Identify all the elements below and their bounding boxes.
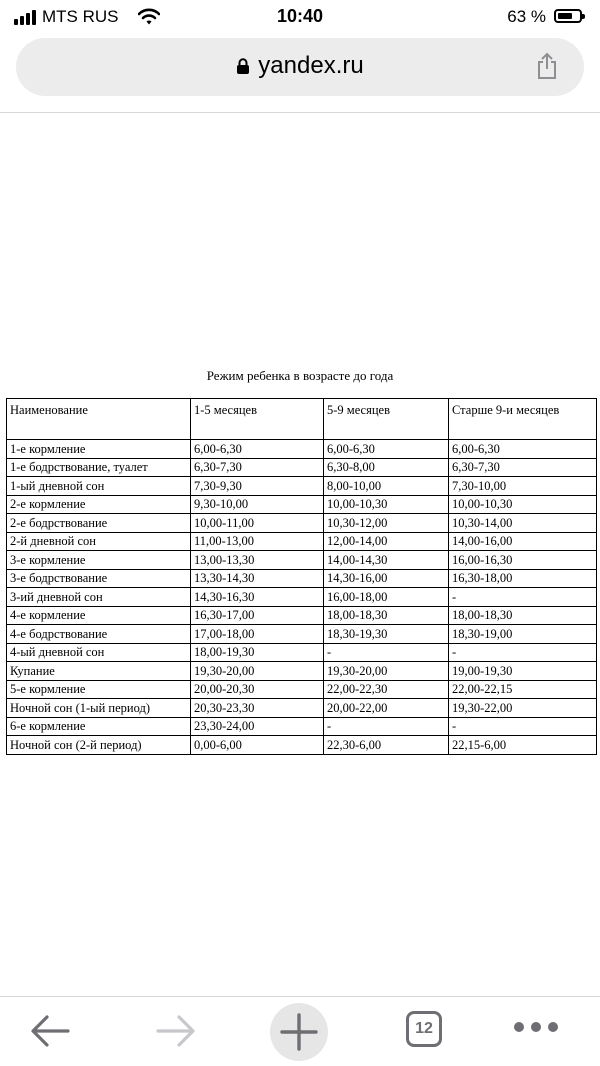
time-range-cell: 22,30-6,00 — [324, 736, 449, 755]
time-range-cell: 20,30-23,30 — [191, 699, 324, 718]
activity-name-cell: 1-е кормление — [7, 440, 191, 459]
document-title: Режим ребенка в возрасте до года — [206, 368, 394, 383]
time-range-cell: 6,30-8,00 — [324, 458, 449, 477]
time-range-cell: 7,30-9,30 — [191, 477, 324, 496]
time-range-cell: 16,30-17,00 — [191, 606, 324, 625]
time-range-cell: 13,30-14,30 — [191, 569, 324, 588]
time-range-cell: 10,00-10,30 — [449, 495, 597, 514]
table-row — [7, 643, 597, 662]
table-header-row — [7, 399, 597, 440]
time-range-cell: 14,30-16,00 — [324, 569, 449, 588]
table-row — [7, 717, 597, 736]
time-range-cell: 6,30-7,30 — [191, 458, 324, 477]
activity-name-cell: 3-ий дневной сон — [7, 588, 191, 607]
time-range-cell: 11,00-13,00 — [191, 532, 324, 551]
plus-icon — [270, 1003, 328, 1061]
time-range-cell: 10,00-10,30 — [324, 495, 449, 514]
activity-name-cell: 1-ый дневной сон — [7, 477, 191, 496]
top-divider — [0, 112, 600, 113]
url-display[interactable] — [16, 52, 584, 80]
activity-name-cell: 4-е кормление — [7, 606, 191, 625]
carrier-name: MTS RUS — [42, 7, 119, 26]
time-range-cell: 14,00-14,30 — [324, 551, 449, 570]
time-range-cell: 18,30-19,30 — [324, 625, 449, 644]
time-range-cell: 18,00-18,30 — [324, 606, 449, 625]
time-range-cell: 12,00-14,00 — [324, 532, 449, 551]
activity-name-cell: 3-е кормление — [7, 551, 191, 570]
bottom-toolbar — [0, 997, 600, 1066]
time-range-cell: 20,00-20,30 — [191, 680, 324, 699]
activity-name-cell: 3-е бодрствование — [7, 569, 191, 588]
activity-name-cell: 2-е бодрствование — [7, 514, 191, 533]
table-row — [7, 551, 597, 570]
activity-name-cell: 4-ый дневной сон — [7, 643, 191, 662]
time-range-cell: 16,00-18,00 — [324, 588, 449, 607]
time-range-cell: 22,00-22,30 — [324, 680, 449, 699]
time-range-cell: 19,30-22,00 — [449, 699, 597, 718]
activity-name-cell: 1-е бодрствование, туалет — [7, 458, 191, 477]
time-range-cell: 19,30-20,00 — [324, 662, 449, 681]
tabs-button[interactable] — [406, 1011, 442, 1047]
activity-name-cell: 2-е кормление — [7, 495, 191, 514]
time-range-cell: - — [449, 588, 597, 607]
more-icon[interactable] — [514, 1019, 560, 1035]
back-arrow-icon[interactable] — [28, 1009, 72, 1053]
table-row — [7, 699, 597, 718]
time-range-cell: 16,00-16,30 — [449, 551, 597, 570]
table-row — [7, 569, 597, 588]
table-row — [7, 532, 597, 551]
table-row — [7, 680, 597, 699]
time-range-cell: 20,00-22,00 — [324, 699, 449, 718]
address-bar[interactable] — [16, 38, 584, 96]
time-range-cell: - — [324, 717, 449, 736]
time-range-cell: 6,00-6,30 — [324, 440, 449, 459]
time-range-cell: 23,30-24,00 — [191, 717, 324, 736]
table-row — [7, 588, 597, 607]
tabs-icon: 12 — [406, 1011, 442, 1047]
time-range-cell: 18,00-19,30 — [191, 643, 324, 662]
table-row — [7, 440, 597, 459]
column-header: Старше 9-и месяцев — [449, 399, 597, 440]
activity-name-cell: 6-е кормление — [7, 717, 191, 736]
forward-arrow-icon[interactable] — [154, 1009, 198, 1053]
activity-name-cell: Ночной сон (1-ый период) — [7, 699, 191, 718]
table-row — [7, 514, 597, 533]
activity-name-cell: Купание — [7, 662, 191, 681]
time-range-cell: 6,00-6,30 — [449, 440, 597, 459]
table-row — [7, 458, 597, 477]
activity-name-cell: 5-е кормление — [7, 680, 191, 699]
activity-name-cell: 2-й дневной сон — [7, 532, 191, 551]
time-range-cell: 17,00-18,00 — [191, 625, 324, 644]
time-range-cell: 19,00-19,30 — [449, 662, 597, 681]
time-range-cell: 16,30-18,00 — [449, 569, 597, 588]
lock-icon — [236, 58, 250, 74]
status-bar — [0, 0, 600, 36]
time-range-cell: 8,00-10,00 — [324, 477, 449, 496]
time-range-cell: 14,00-16,00 — [449, 532, 597, 551]
time-range-cell: 10,00-11,00 — [191, 514, 324, 533]
time-range-cell: 13,00-13,30 — [191, 551, 324, 570]
time-range-cell: 10,30-14,00 — [449, 514, 597, 533]
battery-icon — [554, 9, 582, 23]
time-range-cell: 18,00-18,30 — [449, 606, 597, 625]
time-range-cell: 7,30-10,00 — [449, 477, 597, 496]
activity-name-cell: 4-е бодрствование — [7, 625, 191, 644]
clock: 10:40 — [276, 6, 324, 26]
time-range-cell: 6,00-6,30 — [191, 440, 324, 459]
table-row — [7, 495, 597, 514]
column-header: 5-9 месяцев — [324, 399, 449, 440]
column-header: 1-5 месяцев — [191, 399, 324, 440]
schedule-table — [6, 398, 597, 755]
time-range-cell: 10,30-12,00 — [324, 514, 449, 533]
table-row — [7, 625, 597, 644]
time-range-cell: 6,30-7,30 — [449, 458, 597, 477]
time-range-cell: 18,30-19,00 — [449, 625, 597, 644]
time-range-cell: 22,00-22,15 — [449, 680, 597, 699]
column-header: Наименование — [7, 399, 191, 440]
table-body — [7, 440, 597, 755]
time-range-cell: - — [324, 643, 449, 662]
time-range-cell: 0,00-6,00 — [191, 736, 324, 755]
time-range-cell: 14,30-16,30 — [191, 588, 324, 607]
table-row — [7, 606, 597, 625]
new-tab-button[interactable] — [270, 1003, 328, 1061]
time-range-cell: 22,15-6,00 — [449, 736, 597, 755]
time-range-cell: 19,30-20,00 — [191, 662, 324, 681]
share-icon[interactable] — [536, 52, 558, 80]
url-text: yandex.ru — [258, 52, 364, 79]
table-row — [7, 662, 597, 681]
time-range-cell: - — [449, 643, 597, 662]
time-range-cell: - — [449, 717, 597, 736]
time-range-cell: 9,30-10,00 — [191, 495, 324, 514]
table-row — [7, 477, 597, 496]
activity-name-cell: Ночной сон (2-й период) — [7, 736, 191, 755]
battery-percent: 63 % — [507, 7, 546, 26]
table-row — [7, 736, 597, 755]
